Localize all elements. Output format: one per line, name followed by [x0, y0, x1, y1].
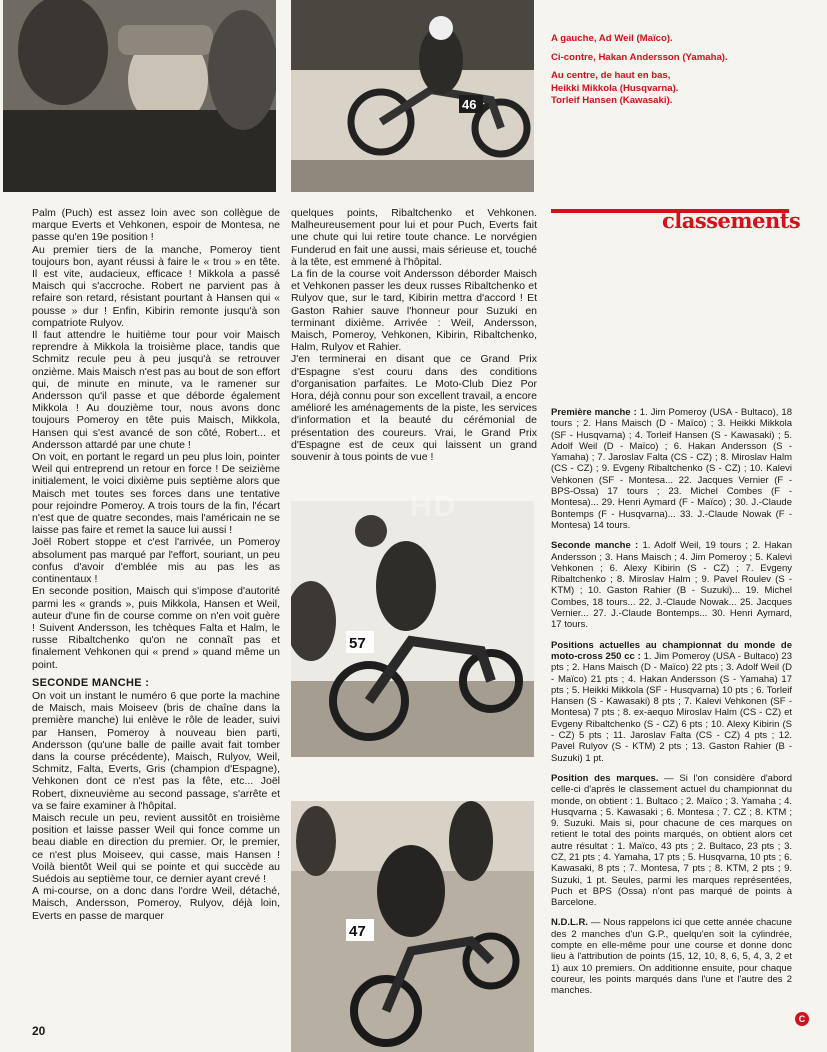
photo-bike-number: 47 — [349, 923, 366, 940]
caption-weil: A gauche, Ad Weil (Maïco). — [551, 33, 673, 44]
photo-ad-weil — [3, 0, 276, 192]
result-block — [551, 773, 792, 909]
paragraph: La fin de la course voit Andersson déborder Maisch et Vehkonen passer les deux russes Ribaltchenko et Rulyov que, sur le tard, Kibirin mettra d'accord ! Et Gaston Rahier sauve l'honneur pour Suzuki en terminant dixième. Arrivée : Weil, Andersson, Maisch, Pomeroy, Vehkonen, Kibirin, Ribaltchenko, Halm, Rulyov et Rahier. — [291, 268, 537, 354]
paragraph: On voit, en portant le regard un peu plus loin, pointer Weil qui entreprend un retour en force ! De seizième initialement, le voici dixième puis septième alors que Maisch met toutes ses forces dans une tentative pour rejoindre Pomeroy. A trois tours de la fin, l'écart n'est que de quatre secondes, mais l'américain ne se laisse pas faire et remet la sauce lui aussi ! — [32, 451, 280, 537]
result-block — [551, 640, 792, 764]
magazine-logo-icon: C — [795, 1012, 809, 1026]
classements-title: classements — [662, 208, 801, 233]
result-label: Seconde manche : — [551, 540, 639, 552]
result-text: 1. Jim Pomeroy (USA - Bultaco) 23 pts ; 2. Hans Maisch (D - Maïco) 22 pts ; 3. Adolf Weil (D - Maïco) 21 pts ; 4. Hakan Andersson (S - Yamaha) 17 pts ; 5. Heikki Mikkola (SF - Husqvarna) 10 pts ; 6. Torleif Hansen (S - Kawasaki) 8 pts ; 7. Kalevi Vehkonen (SF - Montesa) 7 pts ; 8. ex-aequo Miroslav Halm (CS - CZ) et Evgeny Ribaltchenko (S - CZ) 6 pts ; 10. Alexy Kibirin (S - CZ) 5 pts ; 11. Jaroslav Falta (CS - CZ) 4 pts ; 12. Pavel Rulyov (S - KTM) 2 pts ; 13. Gaston Rahier (B - Suzuki) 1 pt. — [551, 650, 792, 764]
article-column-2 — [291, 207, 537, 463]
paragraph: Au premier tiers de la manche, Pomeroy tient toujours bon, ayant réussi à faire le « trou » en tête. Il est vite, audacieux, efficace ! Mikkola a passé Maisch qui s'accroche. Robert ne parvient pas à refaire son retard, résistant pourtant à Hansen qui « pousse » dur ! Enfin, Kibirin remonte jusqu'à son compatriote Rulyov. — [32, 243, 280, 329]
page-number: 20 — [32, 1024, 46, 1038]
result-block — [551, 540, 792, 630]
caption-andersson: Ci-contre, Hakan Andersson (Yamaha). — [551, 51, 728, 63]
paragraph: quelques points, Ribaltchenko et Vehkonen. Malheureusement pour lui et pour Puch, Everts fait une chute qui lui retire toute chance. Le norvégien Funderud en fait une aussi, mais sérieuse et, touché à la tête, est emmené à l'hôpital. — [291, 207, 537, 268]
paragraph: Joël Robert stoppe et c'est l'arrivée, un Pomeroy absolument pas marqué par l'effort, souriant, un peu confus d'avoir d'emblée mis au pas les as continentaux ! — [32, 536, 280, 586]
result-block — [551, 407, 792, 531]
result-label: N.D.L.R. — [551, 917, 588, 929]
paragraph: Il faut attendre le huitième tour pour voir Maisch reprendre à Mikkola la troisième place, tandis que Schmitz recule peu à peu jusqu'à se retrouver onzième. Mais Maisch n'est pas au bout de son effort qui, de minute en minute, va le ramener sur Andersson qu'il passe et que déborde également Mikkola ! Au douzième tour, nous avons donc toujours Pomeroy en tête puis Maisch, Mikkola, Hansen qui s'est avancé de son côté, Robert... et Andersson attardé par une chute ! — [32, 329, 280, 451]
photo-torleif-hansen — [291, 801, 534, 1052]
result-label: Position des marques. — [551, 772, 659, 784]
section-heading: SECONDE MANCHE : — [32, 676, 150, 689]
paragraph: Palm (Puch) est assez loin avec son collègue de marque Everts et Vehkonen, espoir de Montesa, ne passe qu'en 19e position ! — [32, 207, 280, 244]
paragraph: Maisch recule un peu, revient aussitôt en troisième position et laisse passer Weil qui fonce comme un beau diable en direction du premier. Or, le premier, ce n'est plus Moiseev, qui casse, mais Hansen ! Voilà bientôt Weil qui se pointe et qui succède au Suédois au septième tour, ce dernier ayant crevé ! — [32, 811, 280, 885]
paragraph: J'en terminerai en disant que ce Grand Prix d'Espagne s'est couru dans des conditions d'organisation parfaites. Le Moto-Club Diez Por Hora, déjà connu pour son excellent travail, a encore amélioré les aménagements de la piste, les services d'information et la beauté du cérémonial de présentation des coureurs. Vrai, le Grand Prix d'Espagne est de ceux qui laissent un grand souvenir à tous points de vue ! — [291, 353, 537, 464]
classements-column — [551, 407, 792, 1006]
paragraph: En seconde position, Maisch qui s'impose d'autorité parmi les « grands », puis Mikkola, Hansen et Weil, auteur d'une fin de course comme on n'en voit guère ! Suivent Andersson, les tchèques Falta et Halm, le russe Ribaltchenko qu'on ne connaît pas et finalement Vehkonen qui « prend » quand même un point. — [32, 585, 280, 671]
result-text: — Si l'on considère d'abord celle-ci d'après le classement actuel du championnat du monde, on obtient : 1. Bultaco ; 2. Maïco ; 3. Yamaha ; 4. Husqvarna ; 5. Kawasaki ; 6. Montesa ; 7. CZ ; 8. KTM ; 9. Suzuki. Mais si, pour chacune de ces marques on retient le total des points marqués, on obtient alors cet autre résultat : 1. Maïco, 43 pts ; 2. Bultaco, 23 pts ; 3. CZ, 21 pts ; 4. Yamaha, 17 pts ; 5. Husqvarna, 10 pts ; 6. Kawasaki, 8 pts ; 7. Montesa, 7 pts ; 8. KTM, 2 pts ; 9. Suzuki, 1 pt. Seules, parmi les marques représentées, Puch et BPS (Ossa) n'ont pas marqué de points à Barcelone. — [551, 772, 792, 909]
result-block — [551, 917, 792, 996]
photo-bike-number: 57 — [349, 635, 366, 652]
result-text: — Nous rappelons ici que cette année chacune des 2 manches d'un G.P., quelqu'en soit la cylindrée, compte en elle-même pour une course et donne donc lieu à l'attribution de points (15, 12, 10, 8, 6, 5, 4, 3, 2 et 1) aux 10 premiers. On additionne ensuite, pour chaque coureur, les points marqués dans l'une et l'autre des 2 manches. — [551, 917, 792, 997]
paragraph: On voit un instant le numéro 6 que porte la machine de Maisch, mais Moiseev (bris de chaîne dans la première manche) lui enlève le rôle de leader, suivi par Hansen, Pomeroy à nouveau bien parti, Andersson (qu'une balle de paille avait fait tomber dans la course précédente), Maisch, Rulyov, Weil, Schmitz, Falta, Everts, Gris (champion d'Espagne), Vehkonen dont ce n'est pas la fête, etc... Joël Robert, dixneuvième au second passage, s'arrête et va se faire examiner à l'hôpital. — [32, 689, 280, 812]
result-text: 1. Adolf Weil, 19 tours ; 2. Hakan Andersson ; 3. Hans Maisch ; 4. Jim Pomeroy ; 5. Kalevi Vehkonen ; 6. Alexy Kibirin (S - CZ) ; 7. Evgeny Ribaltchenko ; 8. Miroslav Halm ; 9. Pavel Roulev (S - KTM) ; 10. Gaston Rahier (B - Suzuki)... 19. Michel Combes, 18 tours... 22. J.-Claude Nowak... 25. Jacques Vernier... 27. J.-Claude Bontemps... 30. Henri Aymard, 17 tours. — [551, 540, 792, 631]
photo-hakan-andersson — [291, 0, 534, 192]
watermark: HD — [410, 490, 458, 523]
photo-heikki-mikkola — [291, 501, 534, 757]
paragraph: A mi-course, on a donc dans l'ordre Weil, détaché, Maisch, Andersson, Pomeroy, Rulyov, déjà loin, Everts en passe de marquer — [32, 885, 280, 922]
photo-captions — [551, 33, 801, 114]
result-text: 1. Jim Pomeroy (USA - Bultaco), 18 tours ; 2. Hans Maisch (D - Maïco) ; 3. Heikki Mikkola (SF - Husqvarna) ; 4. Torleif Hansen (S - Kawasaki) ; 5. Adolf Weil (D - Maïco) ; 6. Hakan Andersson (S - Yamaha) ; 7. Jaroslav Falta (CS - CZ) ; 8. Miroslav Halm (CS - CZ) ; 9. Evgeny Ribaltchenko (S - CZ) ; 10. Kalevi Vehkonen (SF - Montesa... 22. Jacques Vernier (F - BPS-Ossa) 17 tours ; 23. Michel Combes (F - Montesa)... 29. Henri Aymard (F - Maïco) ; 30. J.-Claude Bontemps (F - Husqvarna)... 33. J.-Claude Nowak (F - Montesa) 14 tours. — [551, 407, 792, 531]
result-label: Positions actuelles au championnat du monde de moto-cross 250 cc : — [551, 639, 792, 662]
photo-bike-number: 46 — [462, 97, 477, 112]
result-label: Première manche : — [551, 407, 637, 418]
article-column-1 — [32, 207, 280, 922]
caption-center: Au centre, de haut en bas, Heikki Mikkola (Husqvarna). Torleif Hansen (Kawasaki). — [551, 70, 679, 106]
